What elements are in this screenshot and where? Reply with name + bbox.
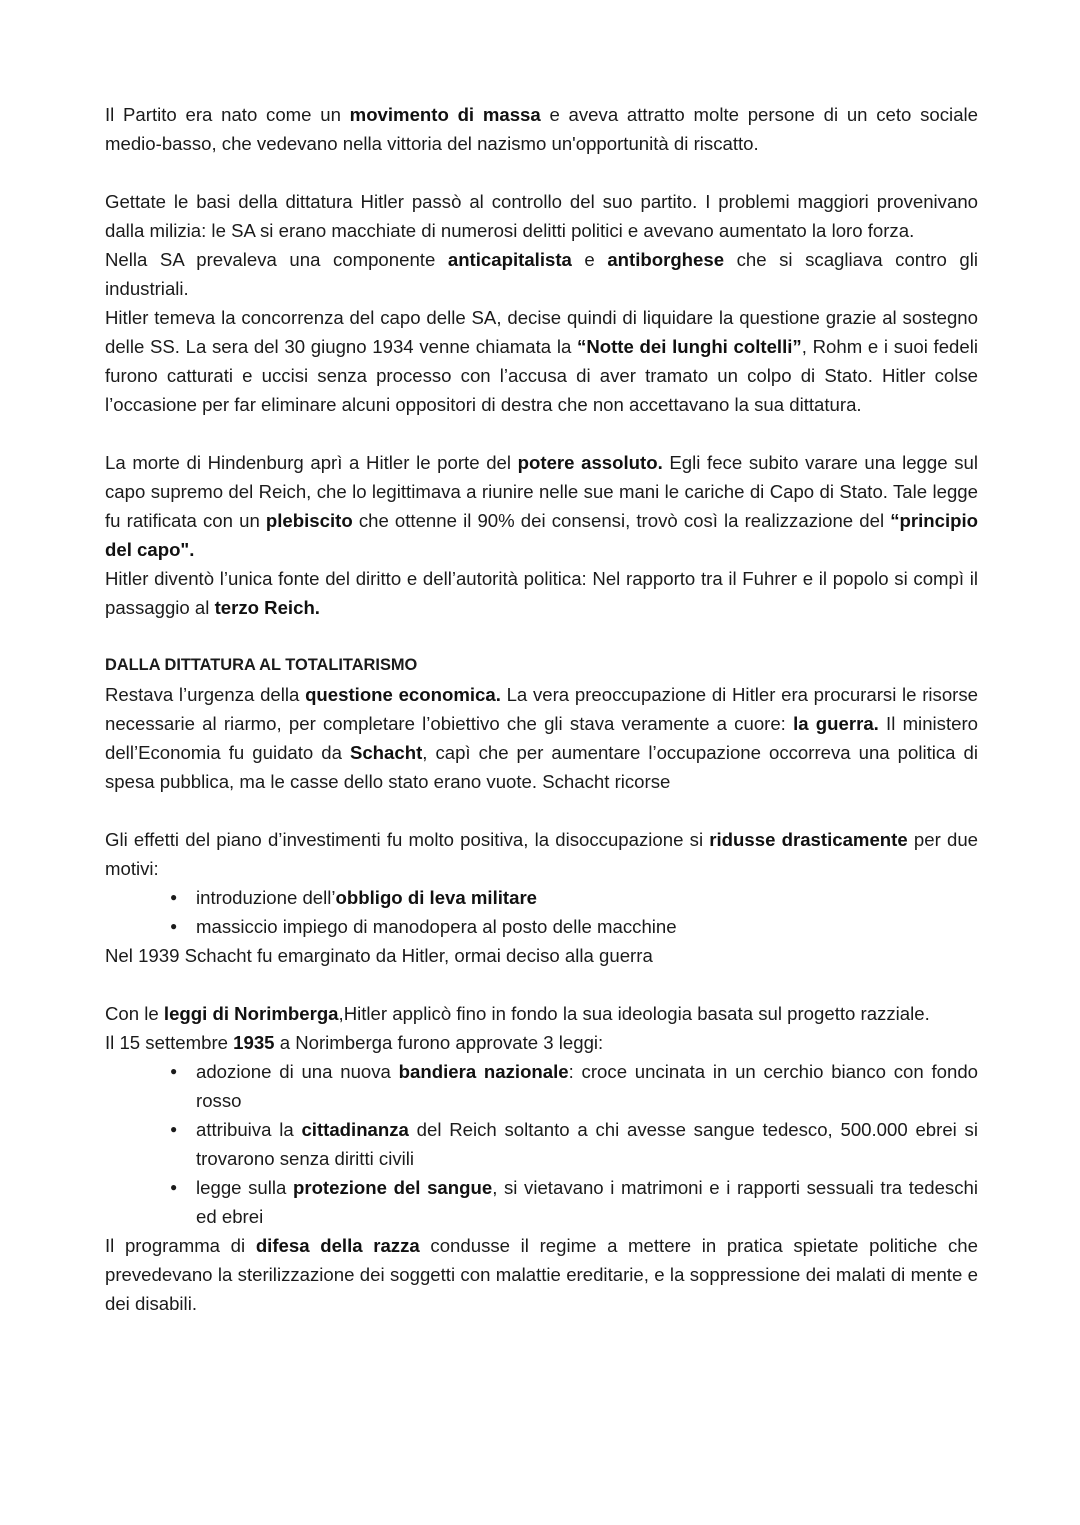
paragraph-potere-assoluto: La morte di Hindenburg aprì a Hitler le porte del potere assoluto. Egli fece subito varare una legge sul capo supremo del Reich, che lo legittimava a riunire nelle sue mani le cariche di Capo di Stato. Tale legge fu ratificata con un plebiscito che ottenne il 90% dei consensi, trovò così la realizzazione del “principio del capo". xyxy=(105,452,978,560)
paragraph-movimento-di-massa: Il Partito era nato come un movimento di massa e aveva attratto molte persone di un ceto sociale medio-basso, che vedevano nella vittoria del nazismo un'opportunità di riscatto. xyxy=(105,104,979,154)
paragraph-leggi-norimberga: Con le leggi di Norimberga,Hitler applicò fino in fondo la sua ideologia basata sul progetto razziale. xyxy=(105,1003,930,1024)
paragraph-effetti-investimenti: Gli effetti del piano d’investimenti fu molto positiva, la disoccupazione si ridusse drasticamente per due motivi: xyxy=(105,829,978,879)
paragraph-controllo-partito: Gettate le basi della dittatura Hitler passò al controllo del suo partito. I problemi maggiori provenivano dalla milizia: le SA si erano macchiate di numerosi delitti politici e avevano aumentato la loro forza. xyxy=(105,191,978,241)
list-item: ● introduzione dell’obbligo di leva militare xyxy=(196,883,978,912)
list-item: ● adozione di una nuova bandiera nazionale: croce uncinata in un cerchio bianco con fondo rosso xyxy=(196,1057,978,1115)
paragraph-15-settembre: Il 15 settembre 1935 a Norimberga furono approvate 3 leggi: xyxy=(105,1032,604,1053)
list-leggi xyxy=(105,1057,978,1231)
paragraph-schacht-emarginato: Nel 1939 Schacht fu emarginato da Hitler, ormai deciso alla guerra xyxy=(105,945,653,966)
list-item: ● attribuiva la cittadinanza del Reich soltanto a chi avesse sangue tedesco, 500.000 ebrei si trovarono senza diritti civili xyxy=(196,1115,978,1173)
list-motivi xyxy=(105,883,978,941)
paragraph-sa-anticapitalista: Nella SA prevaleva una componente anticapitalista e antiborghese che si scagliava contro gli industriali. xyxy=(105,249,978,299)
paragraph-notte-lunghi-coltelli: Hitler temeva la concorrenza del capo delle SA, decise quindi di liquidare la questione grazie al sostegno delle SS. La sera del 30 giugno 1934 venne chiamata la “Notte dei lunghi coltelli”, Rohm e i suoi fedeli furono catturati e uccisi senza processo con l’accusa di aver tramato un colpo di Stato. Hitler colse l’occasione per far eliminare alcuni oppositori di destra che non accettavano la sua dittatura. xyxy=(105,307,978,415)
paragraph-difesa-razza: Il programma di difesa della razza condusse il regime a mettere in pratica spietate politiche che prevedevano la sterilizzazione dei soggetti con malattie ereditarie, e la soppressione dei malati di mente e dei disabili. xyxy=(105,1235,978,1314)
section-heading: DALLA DITTATURA AL TOTALITARISMO xyxy=(105,656,418,674)
list-item: ● massiccio impiego di manodopera al posto delle macchine xyxy=(196,912,978,941)
paragraph-questione-economica: Restava l’urgenza della questione economica. La vera preoccupazione di Hitler era procurarsi le risorse necessarie al riarmo, per completare l’obiettivo che gli stava veramente a cuore: la guerra. Il ministero dell’Economia fu guidato da Schacht, capì che per aumentare l’occupazione occorreva una politica di spesa pubblica, ma le casse dello stato erano vuote. Schacht ricorse xyxy=(105,684,979,792)
list-item: ● legge sulla protezione del sangue, si vietavano i matrimoni e i rapporti sessuali tra tedeschi ed ebrei xyxy=(196,1173,978,1231)
document-page xyxy=(105,100,978,1318)
paragraph-terzo-reich: Hitler diventò l’unica fonte del diritto e dell’autorità politica: Nel rapporto tra il Fuhrer e il popolo si compì il passaggio al terzo Reich. xyxy=(105,568,978,618)
